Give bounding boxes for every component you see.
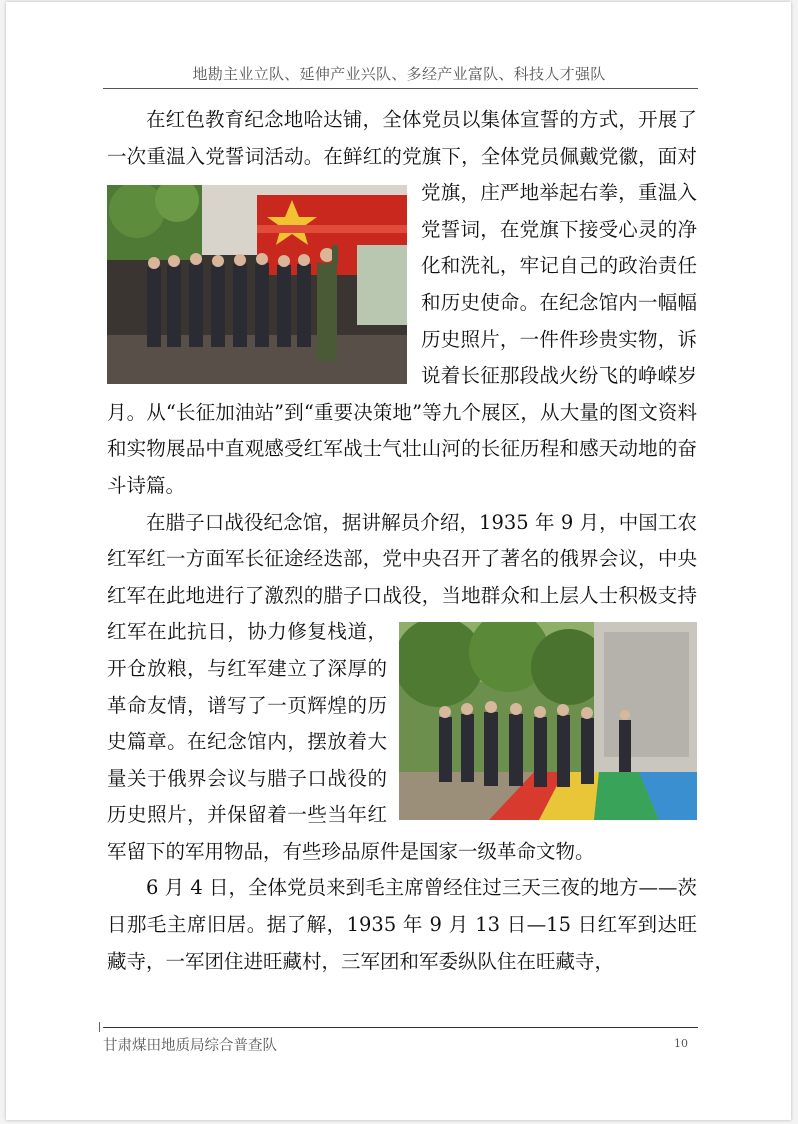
paragraph-oath-lead: 在红色教育纪念地哈达铺，全体党员以集体宣誓的方式，开展了一次重温入党誓词活动。在鲜红的党旗下，全体党员佩戴党	[107, 108, 697, 168]
running-header: 地勘主业立队、延伸产业兴队、多经产业富队、科技人才强队	[192, 65, 606, 83]
footer-organization: 甘肃煤田地质局综合普查队	[103, 1038, 277, 1054]
photo-oath-ceremony	[107, 185, 407, 384]
header-rule	[103, 88, 698, 89]
paragraph-former-residence: 6 月 4 日，全体党员来到毛主席曾经住过三天三夜的地方——茨日那毛主席旧居。据了解，1935 年 9 月 13 日—15 日红军到达旺藏寺，一军团住进旺藏村，三军团和军委纵队住在旺藏寺，	[107, 876, 697, 973]
footer-rule	[103, 1027, 698, 1028]
photo-museum-visit	[399, 622, 697, 820]
footer-tick	[99, 1022, 100, 1032]
paragraph-oath	[107, 102, 697, 505]
paragraph-oath-continued: 徽，面对党旗，庄严地举起右拳，重温入党誓词，在党旗下接受心灵的净化和洗礼，牢记自己的政治责任和历史使命。在纪念馆内一幅幅历史照片，一件件珍贵实物，诉说着长征那段战火纷飞的峥嵘岁月。从“长征加油站”到“重要决策地”等九个展区，从大量的图文资料和实物展品中直观感受红军战士气壮山河的长征历程和感天动地的奋斗诗篇。	[107, 144, 697, 497]
paragraph-lazikou-lead: 在腊子口战役纪念馆，据讲解员介绍，1935 年 9 月，中国工农红军红一方面军长征途经迭部，党中央召开了著名的俄界会议，中央红军在此地进行了激烈的腊子口战役，当地群众和上层人士	[107, 510, 697, 607]
paragraph-lazikou-continued: 积极支持红军在此抗日，协力修复栈道，开仓放粮，与红军建立了深厚的革命友情，谱写了一页辉煌的历史篇章。在纪念馆内，摆放着大量关于俄界会议与腊子口战役的历史照片，并保留着一些当年红军留下的军用物品，有些珍品原件是国家一级革命文物。	[107, 583, 697, 863]
article-body	[107, 102, 697, 980]
page-number: 10	[674, 1037, 688, 1050]
photo-oath-ceremony-image	[107, 185, 407, 384]
paragraph-lazikou	[107, 505, 697, 871]
photo-museum-visit-image	[399, 622, 697, 820]
